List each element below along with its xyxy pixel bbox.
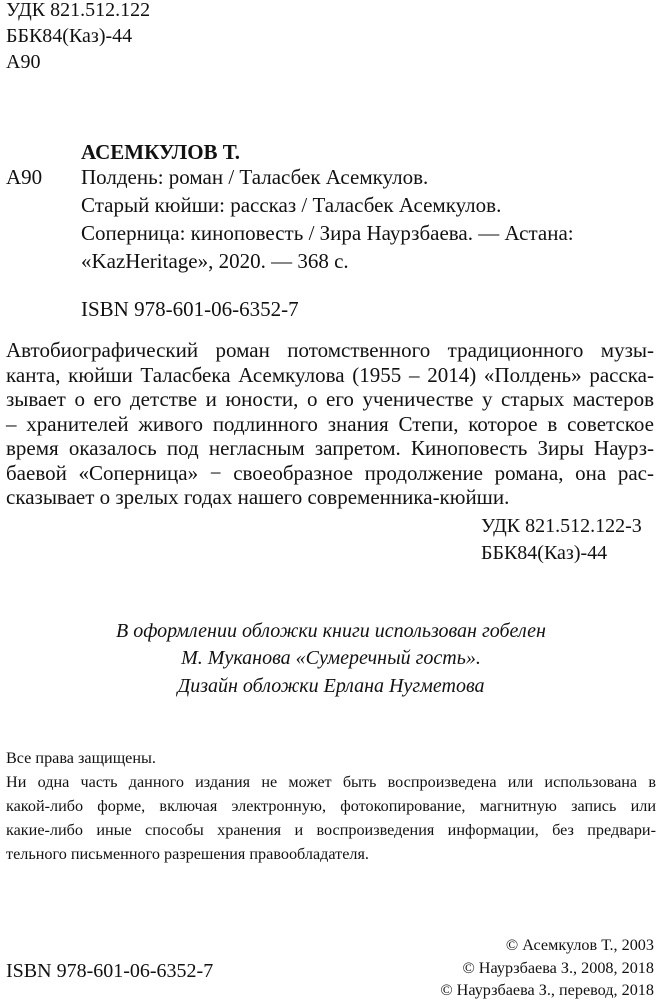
bbk-code-bottom: ББК84(Каз)-44 xyxy=(481,542,608,564)
bibliography-description xyxy=(81,163,641,275)
copyright-line: © Асемкулов Т., 2003 xyxy=(505,936,654,954)
rights-notice xyxy=(6,746,656,866)
bibliography-code: А90 xyxy=(6,165,43,189)
author-mark-top: А90 xyxy=(6,51,41,73)
bibliography-line: Соперница: киноповесть / Зира Наурзбаева. — Астана: xyxy=(81,221,574,245)
annotation-line: Автобиографический роман потомственного традиционного музы- xyxy=(6,338,654,362)
bbk-code-top: ББК84(Каз)-44 xyxy=(6,25,133,47)
bibliography-isbn: ISBN 978-601-06-6352-7 xyxy=(81,297,299,321)
isbn-bottom: ISBN 978-601-06-6352-7 xyxy=(6,960,214,982)
bibliography-author: АСЕМКУЛОВ Т. xyxy=(81,140,240,164)
cover-credit-line: М. Муканова «Сумеречный гость». xyxy=(181,647,481,669)
annotation xyxy=(6,338,654,510)
copyright-line: © Наурзбаева З., перевод, 2018 xyxy=(440,981,654,999)
bibliography-line: Старый кюйши: рассказ / Таласбек Асемкулов. xyxy=(81,193,502,217)
rights-line: Все права защищены. xyxy=(6,749,156,767)
annotation-line: время оказалось под негласным запретом. Киноповесть Зиры Наурз- xyxy=(6,436,654,460)
rights-line: тельного письменного разрешения правообладателя. xyxy=(6,845,369,863)
rights-line: какой-либо форме, включая электронную, фотокопирование, магнитную запись или xyxy=(6,797,656,815)
copyright-line: © Наурзбаева З., 2008, 2018 xyxy=(462,959,654,977)
cover-credit-line: В оформлении обложки книги использован гобелен xyxy=(116,620,546,642)
annotation-line: сказывает о зрелых годах нашего современника-кюйши. xyxy=(6,485,510,509)
rights-line: какие-либо иные способы хранения и воспроизведения информации, без предвари- xyxy=(6,821,656,839)
annotation-line: баевой «Соперница» − своеобразное продолжение романа, она рас- xyxy=(6,460,654,485)
udk-code-top: УДК 821.512.122 xyxy=(6,0,151,21)
rights-line: Ни одна часть данного издания не может быть воспроизведена или использована в xyxy=(6,773,656,791)
annotation-line: – хранителей живого подлинного знания Степи, которое в советское xyxy=(6,411,654,436)
bibliography-line: «KazHeritage», 2020. — 368 с. xyxy=(81,249,349,273)
udk-code-bottom: УДК 821.512.122-3 xyxy=(481,515,642,537)
cover-designer-credit: Дизайн обложки Ерлана Нугметова xyxy=(177,675,485,697)
annotation-line: канта, кюйши Таласбека Асемкулова (1955 – 2014) «Полдень» расска- xyxy=(6,362,654,387)
annotation-line: зывает о его детстве и юности, о его ученичестве у старых мастеров xyxy=(6,387,654,411)
bibliography-line: Полдень: роман / Таласбек Асемкулов. xyxy=(81,165,429,189)
